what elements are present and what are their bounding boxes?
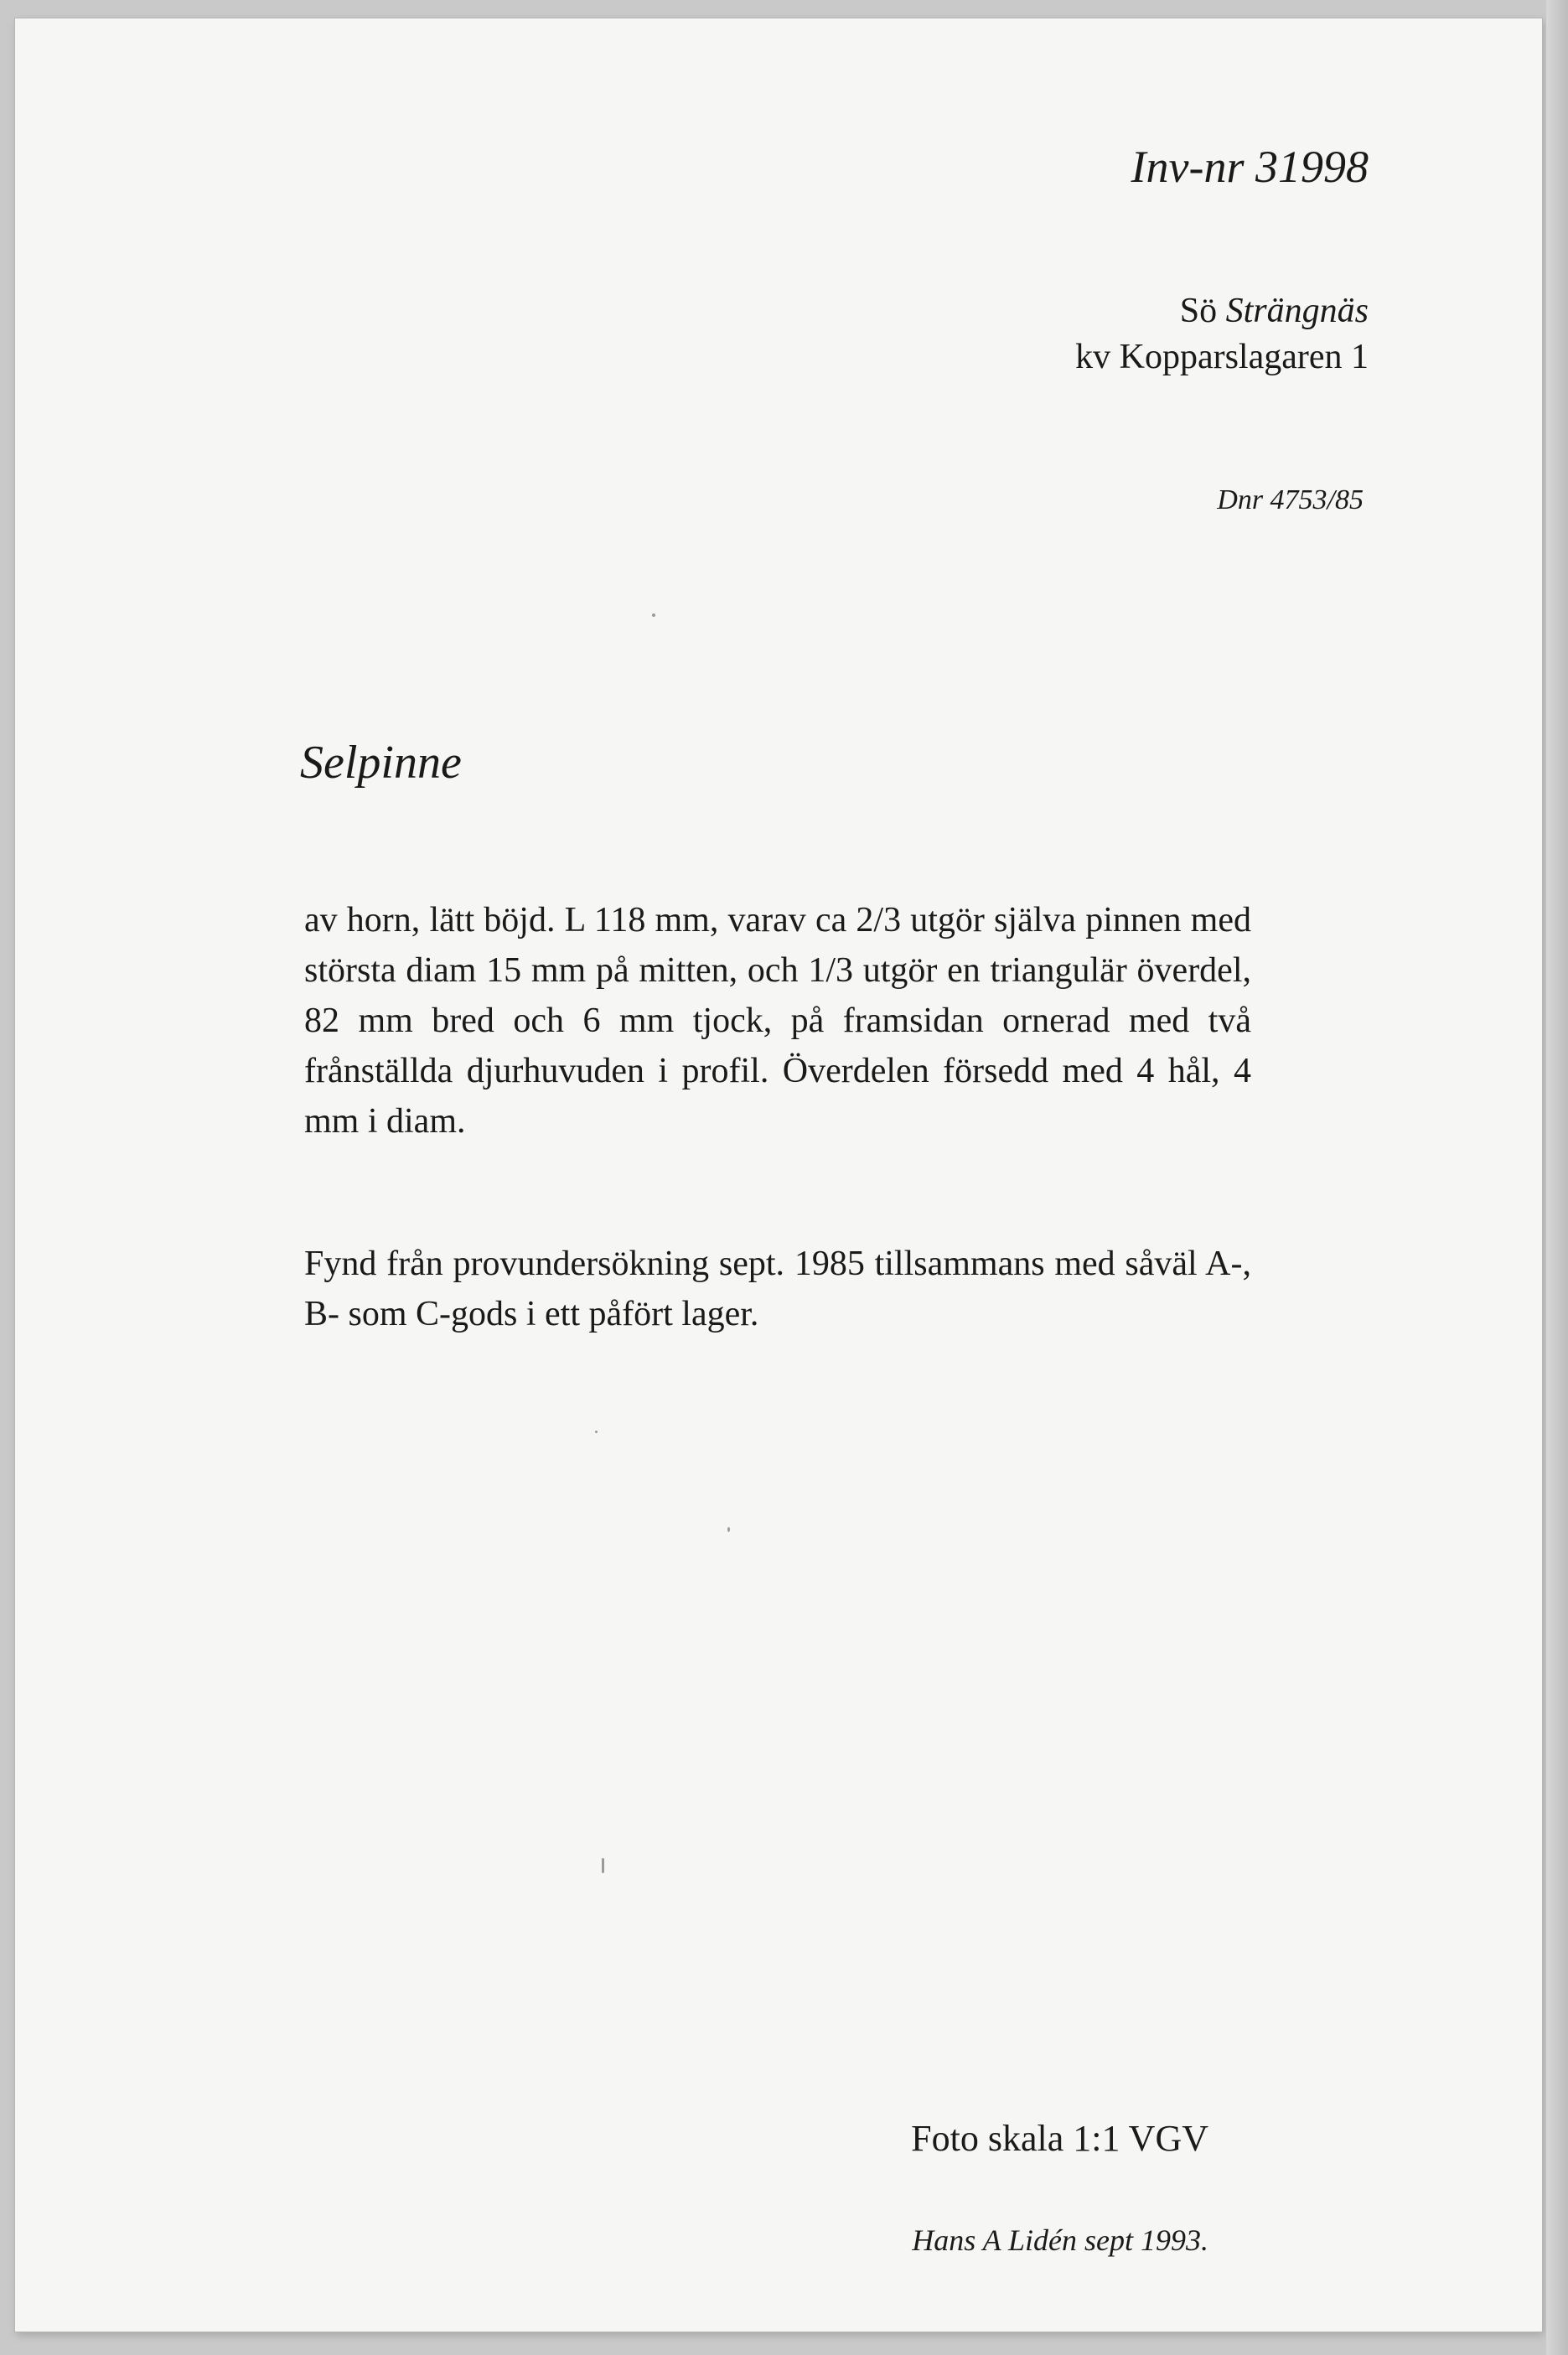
find-context: Fynd från provundersökning sept. 1985 tillsammans med såväl A-, B- som C-gods i ett påfört lager. (304, 1245, 1251, 1333)
object-description: av horn, lätt böjd. L 118 mm, varav ca 2/3 utgör själva pinnen med största diam 15 mm på mitten, och 1/3 utgör en triangulär överdel, 82 mm bred och 6 mm tjock, på framsidan ornerad med två frånställda djurhuvuden i profil. Överdelen försedd med 4 hål, 4 mm i diam. (304, 901, 1251, 1141)
catalog-header (1075, 144, 1369, 380)
inventory-number: Inv-nr 31998 (1131, 142, 1369, 192)
scan-speck (652, 613, 655, 617)
photo-scale-note: Foto skala 1:1 VGV (911, 2118, 1208, 2159)
author-credit: Hans A Lidén sept 1993. (912, 2223, 1208, 2257)
scan-speck (595, 1431, 598, 1433)
province-code: Sö (1179, 292, 1218, 330)
location-line (1075, 288, 1369, 334)
scan-speck (602, 1858, 604, 1873)
document-card (15, 18, 1542, 2332)
site-address: kv Kopparslagaren 1 (1075, 337, 1369, 376)
object-title: Selpinne (300, 737, 462, 789)
place-name: Strängnäs (1225, 292, 1369, 330)
scanner-edge (1546, 0, 1568, 2355)
scan-speck (727, 1527, 730, 1532)
registry-number: Dnr 4753/85 (1217, 484, 1364, 515)
